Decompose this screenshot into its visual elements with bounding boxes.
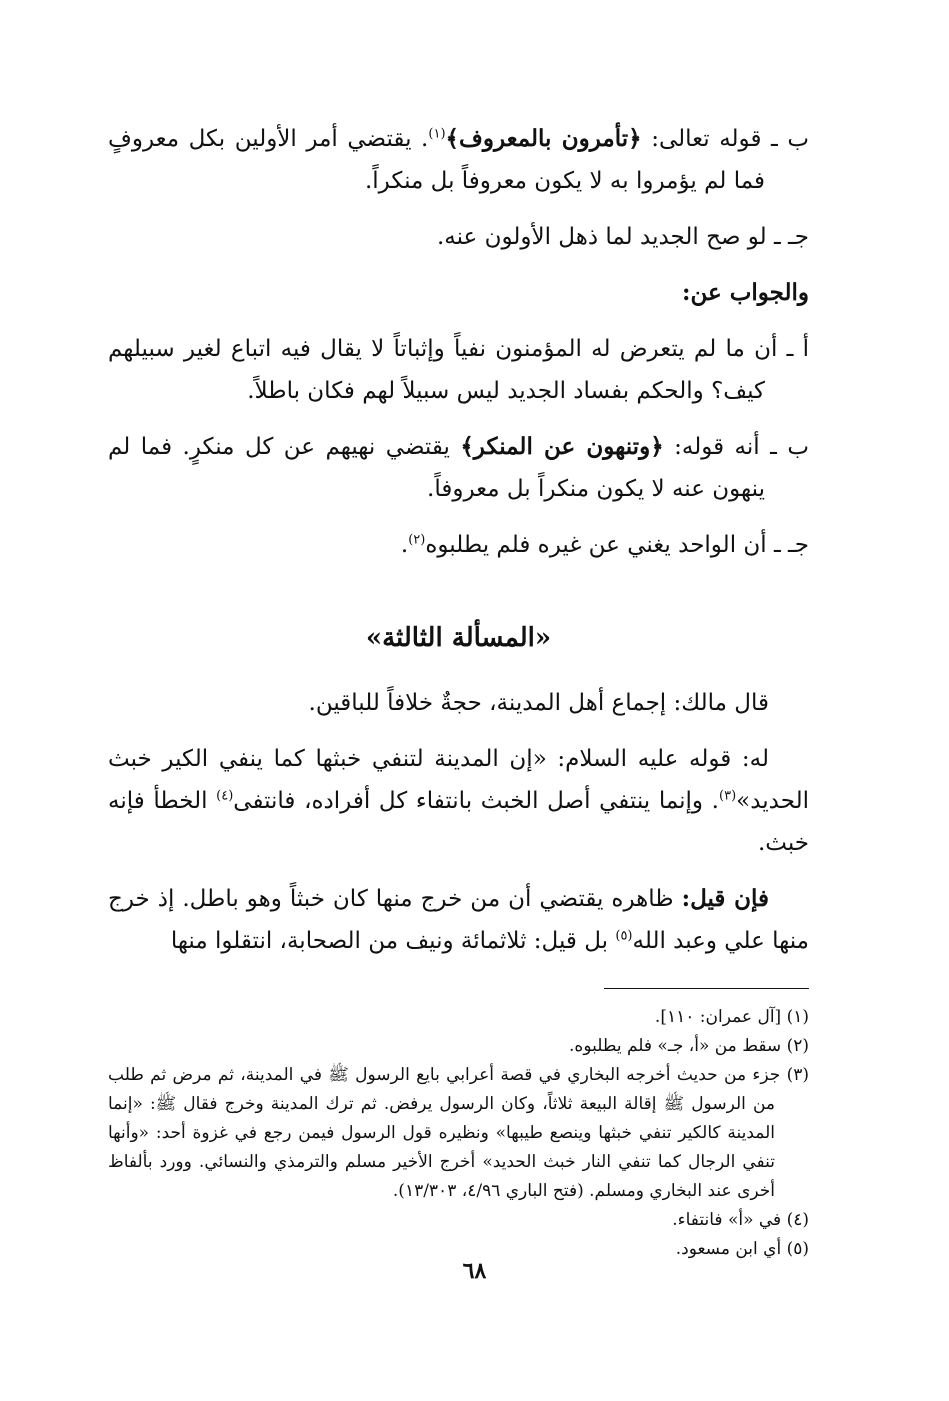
section-heading: «المسألة الثالثة»: [365, 623, 552, 653]
footnote-2: (٢) سقط من «أ، جـ» فلم يطلبوه.: [569, 1036, 809, 1056]
footnote-ref: (١): [428, 126, 446, 142]
paragraph-jim-1: جـ ـ لو صح الجديد لما ذهل الأولون عنه.: [436, 224, 809, 250]
footnote-separator: [604, 988, 809, 989]
footnote-5: (٥) أي ابن مسعود.: [675, 1239, 809, 1259]
footnote-ref: (٣): [719, 788, 737, 804]
quran-quote: ﴿تأمرون بالمعروف﴾: [445, 125, 642, 152]
footnote-3: (٣) جزء من حديث أخرجه البخاري في قصة أعرابي بايع الرسول ﷺ في المدينة، ثم مرض ثم طلب من الرسول ﷺ إقالة البيعة ثلاثاً، وكان الرسول يرفض. ثم ترك المدينة وخرج فقال ﷺ: «إنما المدينة كالكير تنفي خبثها وينصع طيبها» ونظيره قول الرسول فيمن رجع في غزوة أحد: «وأنها تنفي الرجال كما تنفي النار خبث الحديد» أخرج الأخير مسلم والترمذي والنسائي. وورد بألفاظ أخرى عند البخاري ومسلم. (فتح الباري ٤/٩٦، ١٣/٣٠٣).: [108, 1065, 809, 1201]
answer-heading: والجواب عن:: [681, 279, 809, 306]
paragraph-alif-2: أ ـ أن ما لم يتعرض له المؤمنون نفياً وإثباتاً لا يقال فيه اتباع لغير سبيلهم كيف؟ والحكم بفساد الجديد ليس سبيلاً لهم فكان باطلاً.: [108, 336, 809, 404]
quran-quote: ﴿وتنهون عن المنكر﴾: [460, 433, 664, 460]
footnote-ref: (٤): [216, 788, 234, 804]
footnote-ref: (٥): [615, 928, 633, 944]
footnote-ref: (٢): [408, 532, 426, 548]
paragraph-objection: فإن قيل: ظاهره يقتضي أن من خرج منها كان خبثاً وهو باطل. إذ خرج منها علي وعبد الله$^{(٥)}$ بل قيل: ثلاثمائة ونيف من الصحابة، انتقلوا منها: [108, 885, 809, 954]
paragraph-b-2: ب ـ أنه قوله: ﴿وتنهون عن المنكر﴾ يقتضي نهيهم عن كل منكرٍ. فما لم ينهون عنه لا يكون منكراً بل معروفاً.: [108, 433, 809, 502]
page-number: ٦٨: [462, 1258, 487, 1284]
footnote-1: (١) [آل عمران: ١١٠].: [654, 1007, 809, 1027]
footnote-4: (٤) في «أ» فانتفاء.: [672, 1210, 809, 1230]
paragraph-malik: قال مالك: إجماع أهل المدينة، حجةٌ خلافاً للباقين.: [308, 690, 769, 716]
paragraph-b-1: ب ـ قوله تعالى: ﴿تأمرون بالمعروف﴾$^{(١)}$. يقتضي أمر الأولين بكل معروفٍ فما لم يؤمروا به لا يكون معروفاً بل منكراً.: [108, 125, 809, 194]
paragraph-jim-2: جـ ـ أن الواحد يغني عن غيره فلم يطلبوه$^{(٢)}$.: [400, 532, 809, 558]
paragraph-hadith: له: قوله عليه السلام: «إن المدينة لتنفي خبثها كما ينفي الكير خبث الحديد»$^{(٣)}$. وإنما ينتفي أصل الخبث بانتفاء كل أفراده، فانتفى$^{(٤)}$ الخطأ فإنه خبث.: [108, 746, 810, 856]
